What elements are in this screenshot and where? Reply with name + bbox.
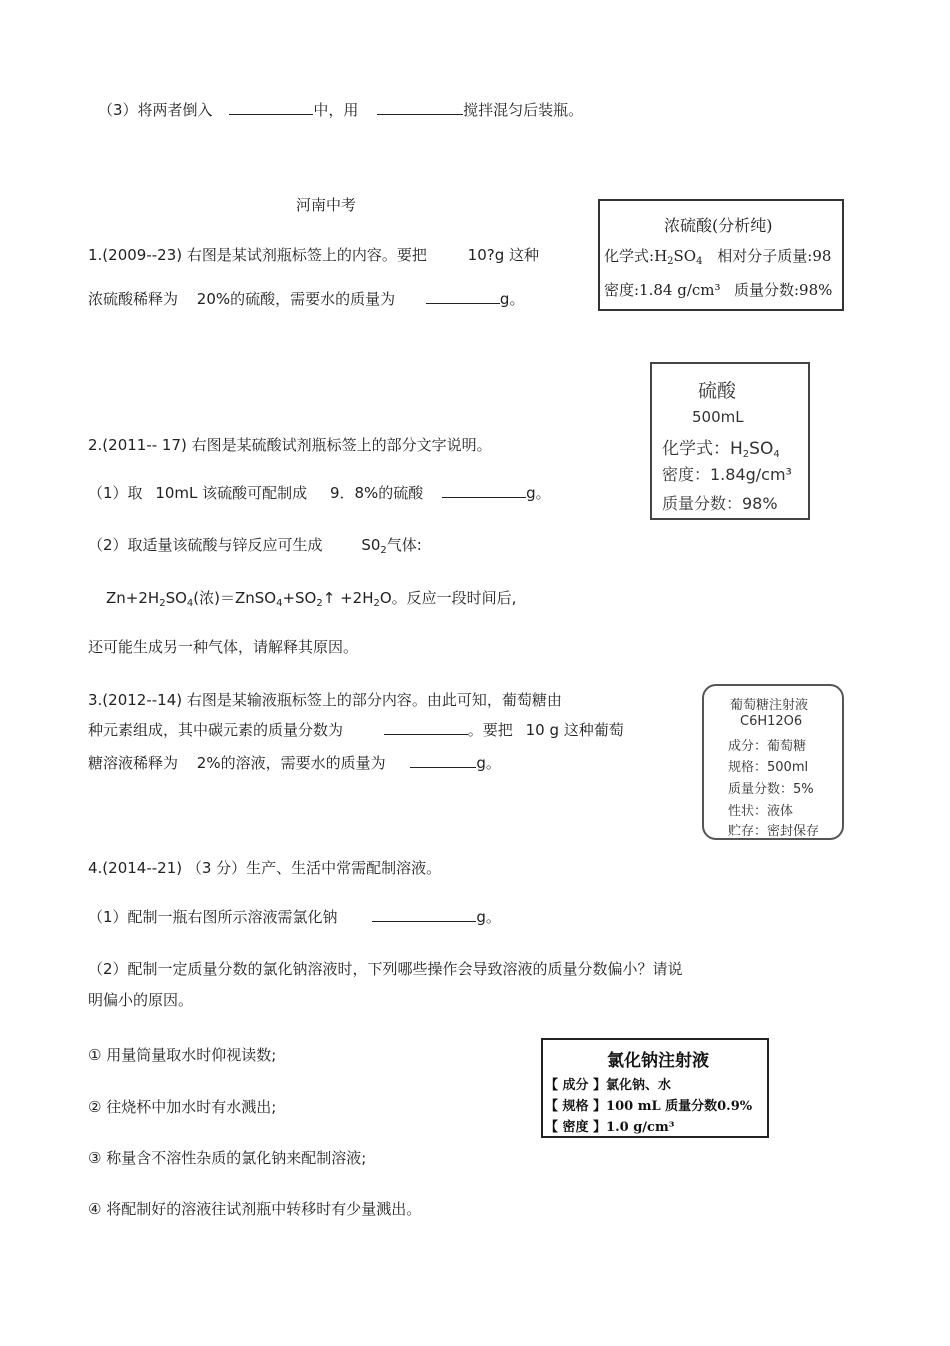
label-title: 硫酸 xyxy=(698,380,737,402)
label-density: 密度：1.84g/cm³ xyxy=(662,465,792,484)
q3-line3: 糖溶液稀释为 2%的溶液，需要水的质量为 g。 xyxy=(88,754,501,772)
label-formula-row: 化学式：$H_2SO_4$ xyxy=(662,439,780,460)
q4-item-2: ② 往烧杯中加水时有水溅出; xyxy=(88,1098,277,1116)
q4-line1: 4.(2014--21) （3 分）生产、生活中常需配制溶液。 xyxy=(88,859,442,877)
q4-sub2-line2: 明偏小的原因。 xyxy=(88,991,194,1009)
label-volume: 500mL xyxy=(692,408,744,426)
answer-blank[interactable] xyxy=(229,100,313,115)
q1-text-b: 10?g 这种 xyxy=(467,246,539,264)
label-molar-mass: 相对分子质量:98 xyxy=(717,247,832,265)
q4-sub1: （1）配制一瓶右图所示溶液需氯化钠 g。 xyxy=(88,908,501,926)
step3-text-a: （3）将两者倒入 xyxy=(98,101,213,119)
section-title: 河南中考 xyxy=(296,196,357,214)
q3-line1: 3.(2012--14) 右图是某输液瓶标签上的部分内容。由此可知，葡萄糖由 xyxy=(88,691,562,709)
q2-line1: 2.(2011-- 17) 右图是某硫酸试剂瓶标签上的部分文字说明。 xyxy=(88,436,492,454)
reagent-label-sulfuric-acid xyxy=(650,362,810,520)
q1-line2 xyxy=(88,289,524,309)
label-fraction: 质量分数:98% xyxy=(734,281,833,299)
label-formula-key: 化学式: xyxy=(604,247,655,265)
q1-text-d: 20%的硫酸，需要水的质量为 xyxy=(196,290,396,308)
answer-blank[interactable] xyxy=(442,483,526,498)
step3-text-b: 中，用 xyxy=(313,101,359,119)
step3-text-c: 搅拌混匀后装瓶。 xyxy=(463,101,584,119)
answer-blank[interactable] xyxy=(410,753,476,768)
infusion-label-sodium-chloride: 氯化钠注射液 【 成分 】氯化钠、水 【 规格 】100 mL 质量分数0.9% 【 密度 】1.0 g/cm³ xyxy=(541,1038,769,1138)
intro-step3 xyxy=(98,100,583,120)
q4-item-1: ① 用量筒量取水时仰视读数; xyxy=(88,1046,277,1064)
q3-line2: 种元素组成，其中碳元素的质量分数为 。要把 10 g 这种葡萄 xyxy=(88,721,624,739)
q1-unit: g。 xyxy=(499,290,525,308)
q1-text-a: 1.(2009--23) 右图是某试剂瓶标签上的内容。要把 xyxy=(88,246,427,264)
label-title: 浓硫酸(分析纯) xyxy=(664,216,773,235)
q4-item-4: ④ 将配制好的溶液往试剂瓶中转移时有少量溅出。 xyxy=(88,1200,422,1218)
answer-blank[interactable] xyxy=(426,289,500,304)
q2-equation: $Zn+2H_2SO_4$(浓)$=ZnSO_4+SO_2↑ +2H_2O$。反应一段时间后, xyxy=(106,589,517,609)
answer-blank[interactable] xyxy=(377,100,463,115)
q2-sub1: （1）取 10mL 该硫酸可配制成 9．8%的硫酸 g。 xyxy=(88,484,551,502)
q4-item-3: ③ 称量含不溶性杂质的氯化钠来配制溶液; xyxy=(88,1149,367,1167)
q1-text-c: 浓硫酸稀释为 xyxy=(88,290,179,308)
infusion-label-glucose: 葡萄糖注射液 C6H12O6 成分：葡萄糖 规格：500ml 质量分数：5% 性状：液体 贮存：密封保存 xyxy=(702,684,844,840)
label-density: 密度:1.84 g/cm³ xyxy=(604,281,721,299)
label-formula-row: 化学式$:H_2SO_4$ 相对分子质量:98 xyxy=(604,247,832,267)
reagent-label-concentrated-sulfuric-acid xyxy=(598,199,844,311)
q4-sub2-line1: （2）配制一定质量分数的氯化钠溶液时，下列哪些操作会导致溶液的质量分数偏小？请说 xyxy=(88,960,683,978)
label-fraction: 质量分数：98% xyxy=(662,494,778,513)
answer-blank[interactable] xyxy=(372,907,476,922)
q2-sub2: （2）取适量该硫酸与锌反应可生成 $S0_2$气体: xyxy=(88,536,422,556)
answer-blank[interactable] xyxy=(384,720,468,735)
q2-last-line: 还可能生成另一种气体，请解释其原因。 xyxy=(88,638,359,656)
q1-line1 xyxy=(88,245,539,265)
